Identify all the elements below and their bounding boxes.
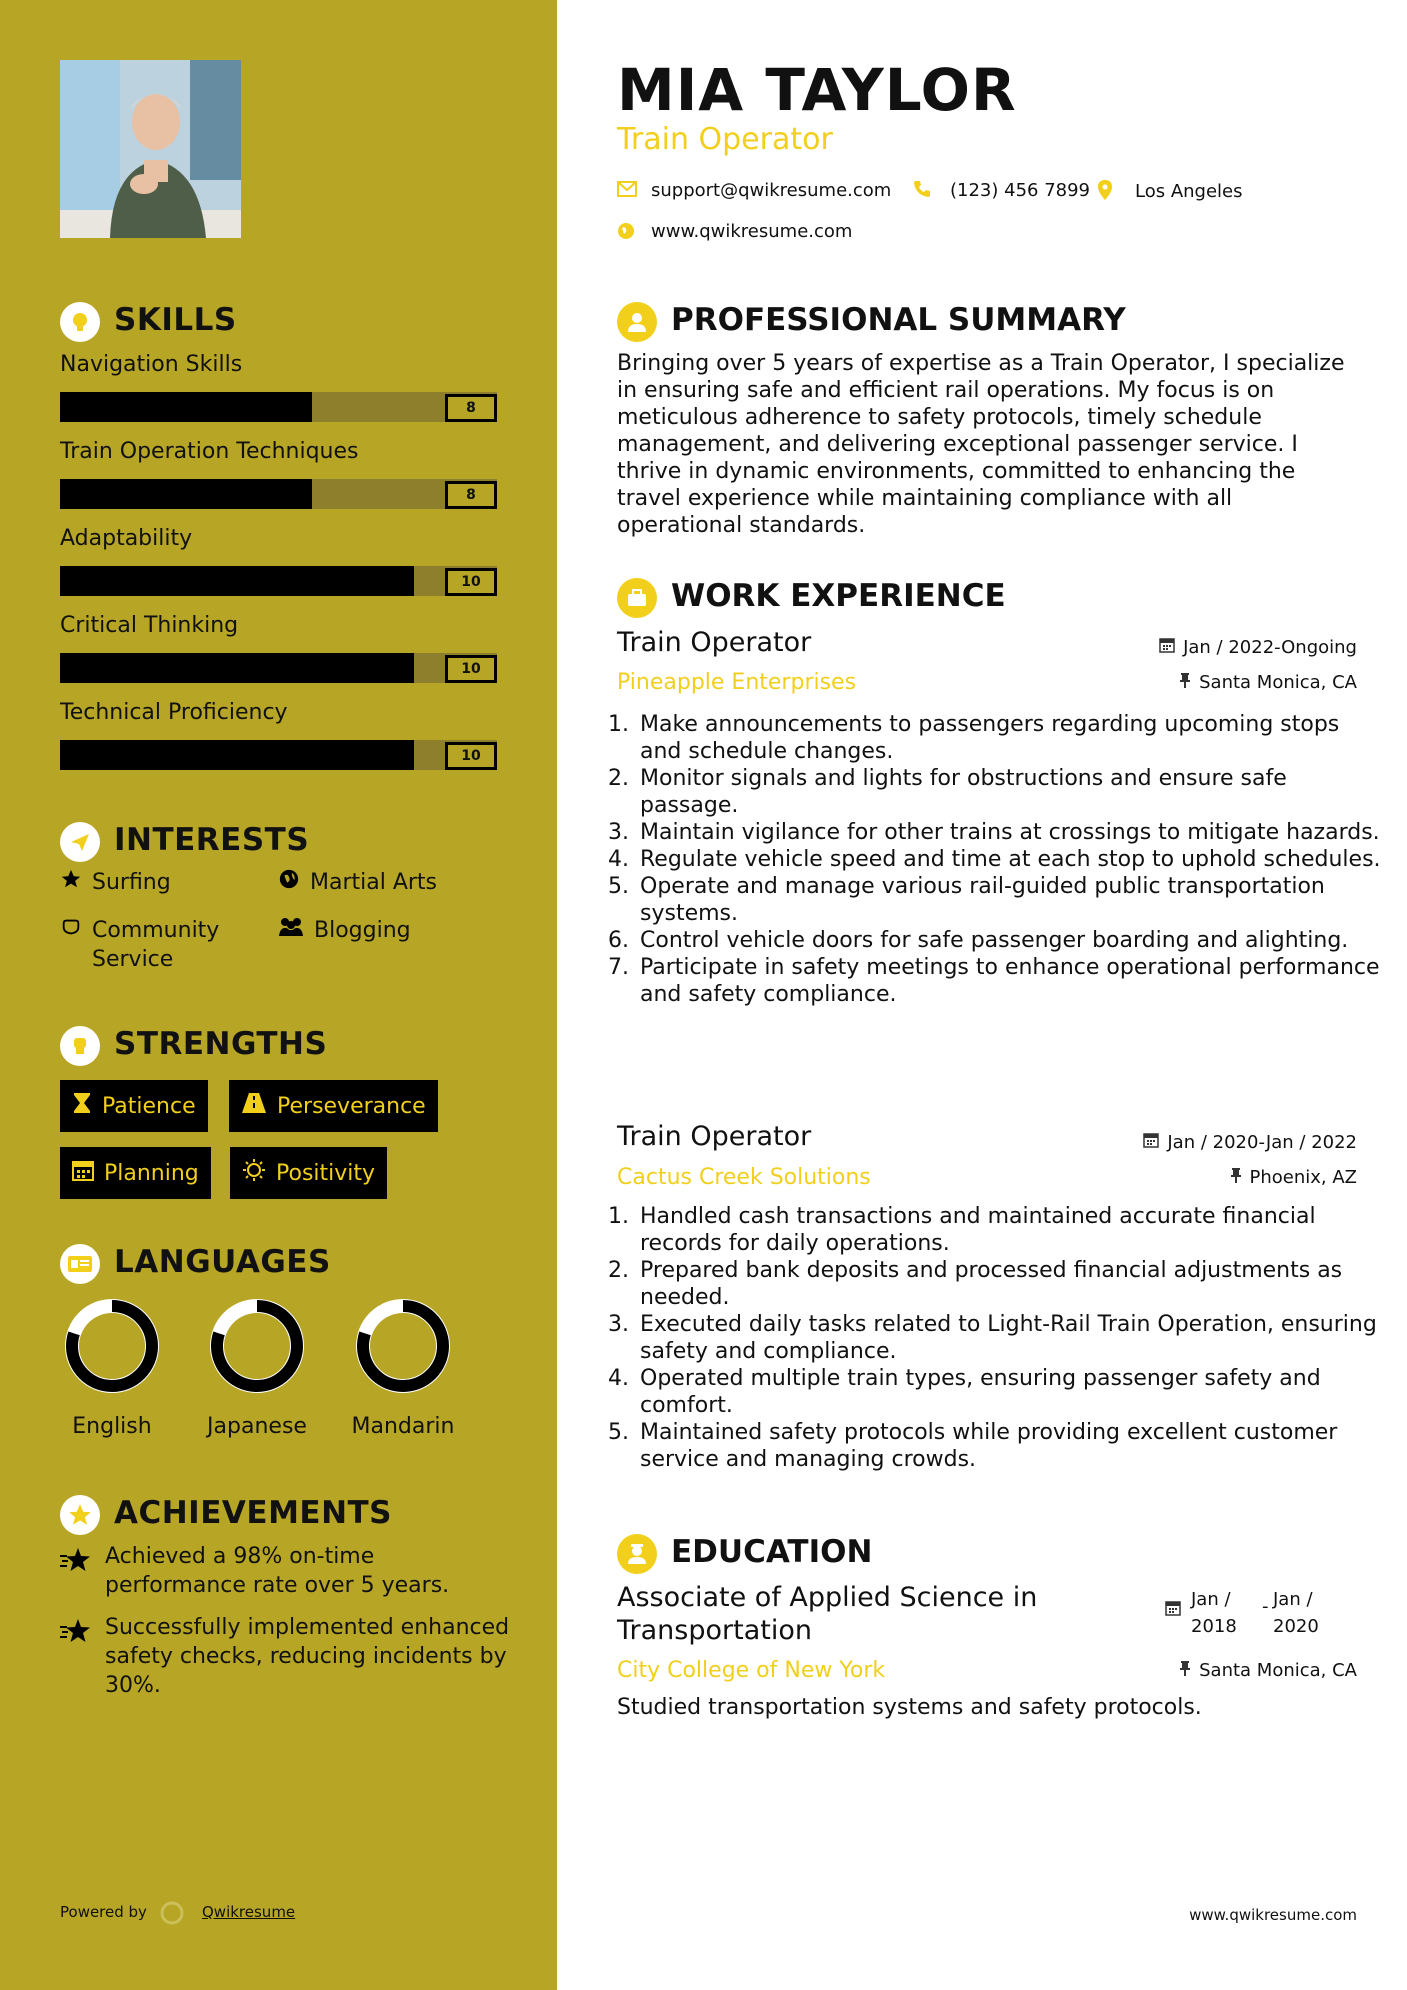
skill-score: 10 [445, 655, 497, 683]
duty-item: 4. Operated multiple train types, ensuring passenger safety and comfort. [636, 1365, 1381, 1419]
star-badge-icon [60, 1495, 100, 1535]
strengths-heading: STRENGTHS [114, 1026, 328, 1062]
job-location-text: Santa Monica, CA [1199, 672, 1357, 693]
education-end-date: Jan / 2020 [1273, 1589, 1319, 1637]
job-dates [1159, 637, 1357, 658]
language-label: English [72, 1414, 152, 1439]
company-name: Pineapple Enterprises [617, 670, 857, 695]
calendar-icon [1165, 1600, 1181, 1620]
skill-bar-fill [60, 653, 414, 683]
skill-label: Critical Thinking [60, 613, 239, 638]
website-link[interactable]: www.qwikresume.com [651, 221, 853, 242]
globe-icon [617, 222, 635, 244]
hourglass-icon [72, 1091, 92, 1121]
summary-heading: PROFESSIONAL SUMMARY [671, 302, 1126, 338]
lightbulb-icon [60, 302, 100, 342]
language-ring [62, 1296, 162, 1396]
location-pin-icon [1098, 180, 1112, 204]
skill-score: 10 [445, 742, 497, 770]
skill-label: Navigation Skills [60, 352, 243, 377]
job-location [1179, 672, 1357, 693]
pushpin-icon [1179, 1660, 1191, 1681]
footer-website-link[interactable]: www.qwikresume.com [1189, 1906, 1357, 1924]
language-label: Mandarin [351, 1414, 455, 1439]
email-link[interactable]: support@qwikresume.com [651, 180, 892, 201]
strength-badge [60, 1147, 211, 1199]
paper-plane-icon [60, 822, 100, 862]
briefcase-icon [617, 578, 657, 618]
fist-icon [60, 1026, 100, 1066]
skill-bar [60, 392, 497, 422]
job-title: Train Operator [617, 1121, 812, 1152]
calendar-icon [72, 1159, 94, 1187]
calendar-icon [1143, 1132, 1159, 1153]
skill-bar [60, 479, 497, 509]
duty-item: 3. Executed daily tasks related to Light-Rail Train Operation, ensuring safety and compliance. [636, 1311, 1381, 1365]
graduate-icon [617, 1534, 657, 1574]
duty-item: 1. Handled cash transactions and maintained accurate financial records for daily operations. [636, 1203, 1381, 1257]
company-name: Cactus Creek Solutions [617, 1165, 871, 1190]
interest-label: Surfing [92, 870, 171, 895]
trophy-icon [60, 1546, 92, 1578]
skill-bar-fill [60, 740, 414, 770]
job-location-text: Phoenix, AZ [1249, 1167, 1357, 1188]
summary-text: Bringing over 5 years of expertise as a Train Operator, I specialize in ensuring safe and efficient rail operations. My focus is on meticulous adherence to safety protocols, timely schedule management, and delivering exceptional passenger service. I thrive in dynamic environments, committed to enhancing the travel experience while maintaining compliance with all operational standards. [617, 351, 1345, 538]
duty-item: 7. Participate in safety meetings to enhance operational performance and safety compliance. [636, 954, 1381, 1008]
skill-label: Train Operation Techniques [60, 439, 359, 464]
job-dates-text: Jan / 2020-Jan / 2022 [1167, 1132, 1357, 1153]
phone-number: (123) 456 7899 [950, 180, 1091, 201]
achievement-item: Achieved a 98% on-time performance rate over 5 years. [105, 1544, 450, 1598]
interest-item [60, 916, 260, 974]
duty-item: 2. Prepared bank deposits and processed financial adjustments as needed. [636, 1257, 1381, 1311]
duty-item: 5. Operate and manage various rail-guided public transportation systems. [636, 873, 1381, 927]
language-ring [207, 1296, 307, 1396]
job-dates [1143, 1132, 1357, 1153]
candidate-name: MIA TAYLOR [617, 56, 1017, 124]
interest-item [60, 868, 260, 898]
language-ring-center [370, 1313, 436, 1379]
duty-item: 2. Monitor signals and lights for obstructions and ensure safe passage. [636, 765, 1381, 819]
date-separator: - [1262, 1596, 1269, 1617]
strength-label: Planning [104, 1160, 199, 1186]
education-location-text: Santa Monica, CA [1199, 1660, 1357, 1681]
skill-bar-fill [60, 392, 312, 422]
skill-score: 10 [445, 568, 497, 596]
road-icon [241, 1092, 267, 1120]
strength-label: Patience [102, 1093, 196, 1119]
qwikresume-logo-icon [159, 1900, 185, 1930]
calendar-icon [1159, 637, 1175, 658]
strength-label: Perseverance [277, 1093, 426, 1119]
main-content [557, 0, 1407, 1990]
language-ring-center [79, 1313, 145, 1379]
skill-bar [60, 740, 497, 770]
language-ring-center [224, 1313, 290, 1379]
sun-icon [242, 1158, 266, 1188]
job-location [1230, 1167, 1358, 1188]
globe-icon [278, 868, 300, 898]
pushpin-icon [1179, 672, 1191, 693]
profile-photo [60, 60, 241, 238]
job-duties-list [617, 711, 1381, 1008]
education-start-date: Jan / 2018 [1191, 1589, 1237, 1637]
duty-item: 1. Make announcements to passengers regarding upcoming stops and schedule changes. [636, 711, 1381, 765]
strength-badge [229, 1080, 438, 1132]
interest-item [278, 916, 498, 946]
powered-by-label: Powered by [60, 1903, 147, 1921]
duty-item: 3. Maintain vigilance for other trains at crossings to mitigate hazards. [636, 819, 1381, 846]
phone-icon [913, 180, 931, 202]
achievement-item: Successfully implemented enhanced safety checks, reducing incidents by 30%. [105, 1615, 510, 1698]
sidebar [0, 0, 557, 1990]
duty-item: 4. Regulate vehicle speed and time at each stop to uphold schedules. [636, 846, 1381, 873]
interests-heading: INTERESTS [114, 822, 310, 858]
skill-bar-fill [60, 479, 312, 509]
interest-label: Blogging [314, 918, 411, 943]
skill-bar [60, 653, 497, 683]
education-location [1179, 1660, 1357, 1681]
skill-label: Technical Proficiency [60, 700, 288, 725]
skills-heading: SKILLS [114, 302, 237, 338]
education-description: Studied transportation systems and safety protocols. [617, 1695, 1202, 1720]
interest-label: Community Service [92, 918, 220, 972]
education-heading: EDUCATION [671, 1534, 873, 1570]
skill-bar [60, 566, 497, 596]
star-icon [60, 868, 82, 898]
degree-title: Associate of Applied Science in Transportation [617, 1582, 1038, 1646]
strength-badge [60, 1080, 208, 1132]
strength-badge [230, 1147, 387, 1199]
skill-score: 8 [445, 481, 497, 509]
duty-item: 5. Maintained safety protocols while providing excellent customer service and managing crowds. [636, 1419, 1381, 1473]
skill-label: Adaptability [60, 526, 193, 551]
hand-icon [60, 916, 82, 946]
trophy-icon [60, 1617, 92, 1649]
interest-item [278, 868, 498, 898]
location-text: Los Angeles [1135, 181, 1243, 202]
envelope-icon [617, 181, 637, 201]
duty-item: 6. Control vehicle doors for safe passenger boarding and alighting. [636, 927, 1381, 954]
strength-label: Positivity [276, 1160, 376, 1186]
school-name: City College of New York [617, 1658, 886, 1683]
user-icon [617, 302, 657, 342]
language-ring [353, 1296, 453, 1396]
interest-label: Martial Arts [310, 870, 438, 895]
experience-heading: WORK EXPERIENCE [671, 578, 1006, 614]
achievements-heading: ACHIEVEMENTS [114, 1495, 393, 1531]
language-label: Japanese [207, 1414, 307, 1439]
job-duties-list [617, 1203, 1381, 1473]
group-icon [278, 916, 304, 946]
candidate-title: Train Operator [617, 122, 833, 157]
languages-heading: LANGUAGES [114, 1244, 331, 1280]
skill-score: 8 [445, 394, 497, 422]
job-title: Train Operator [617, 627, 812, 658]
pushpin-icon [1230, 1167, 1242, 1188]
id-card-icon [60, 1244, 100, 1284]
qwikresume-link[interactable]: Qwikresume [202, 1903, 296, 1921]
job-dates-text: Jan / 2022-Ongoing [1183, 637, 1357, 658]
skill-bar-fill [60, 566, 414, 596]
